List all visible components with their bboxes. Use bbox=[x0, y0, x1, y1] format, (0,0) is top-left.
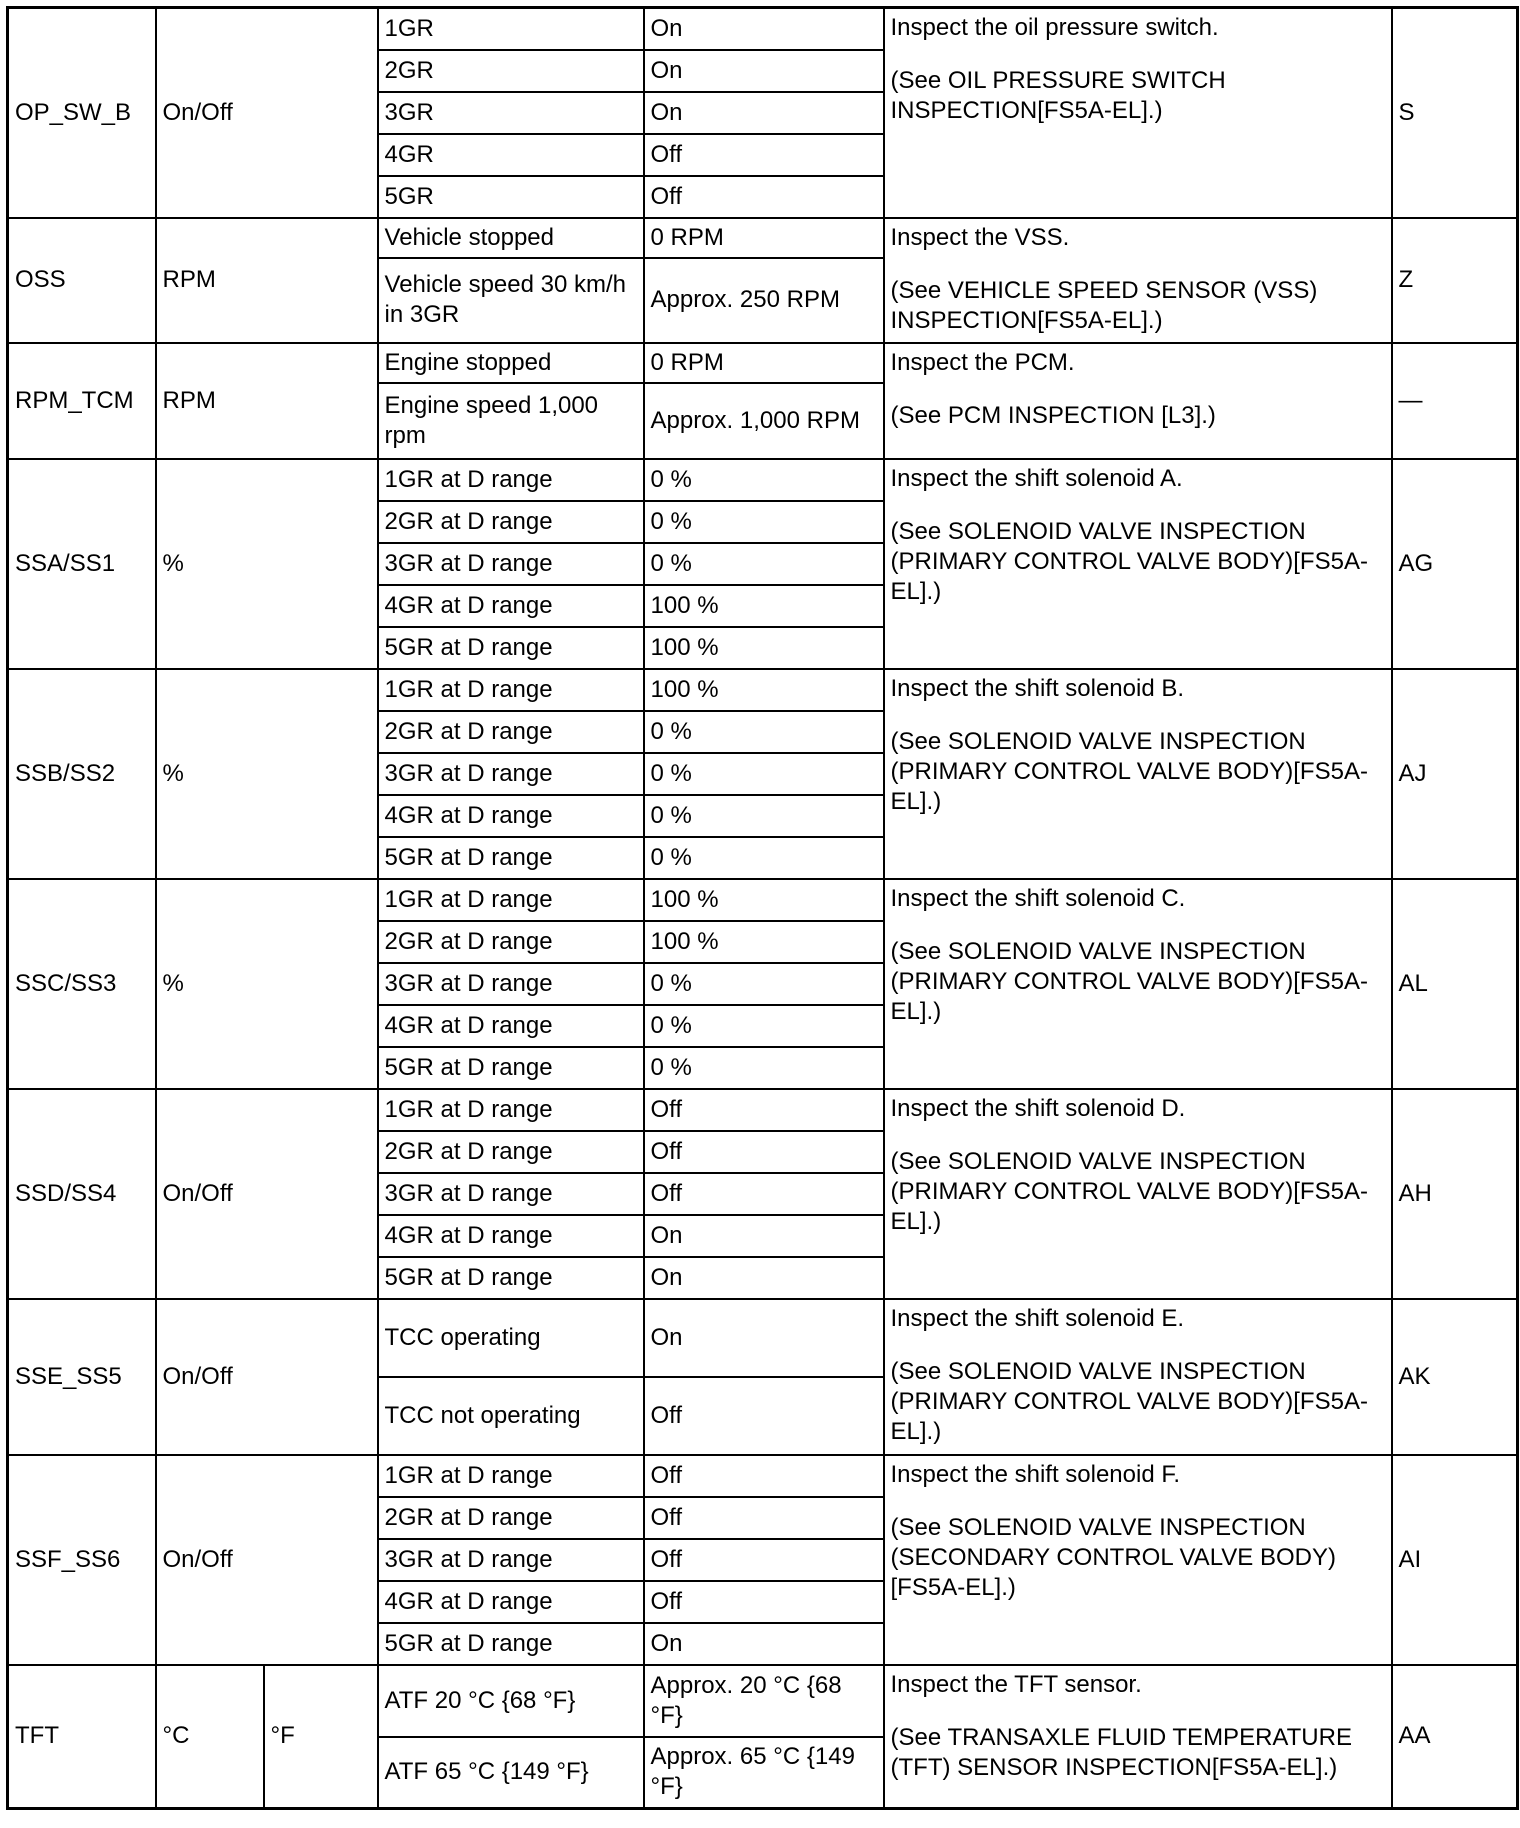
pcm-terminal-cell: AL bbox=[1392, 879, 1518, 1089]
monitor-item-name: TFT bbox=[8, 1665, 156, 1809]
value-cell: Off bbox=[644, 1089, 884, 1131]
value-cell: 0 % bbox=[644, 795, 884, 837]
value-cell: 100 % bbox=[644, 921, 884, 963]
inspection-reference-link[interactable]: (See SOLENOID VALVE INSPECTION (PRIMARY CONTROL VALVE BODY)[FS5A-EL].) bbox=[890, 727, 1368, 815]
unit-cell: % bbox=[156, 459, 378, 669]
value-cell: On bbox=[644, 1623, 884, 1665]
unit-cell: RPM bbox=[156, 343, 378, 459]
condition-cell: 2GR at D range bbox=[378, 501, 644, 543]
value-cell: 0 % bbox=[644, 459, 884, 501]
value-cell: Off bbox=[644, 1131, 884, 1173]
inspection-reference-link[interactable]: (See OIL PRESSURE SWITCH INSPECTION[FS5A-EL].) bbox=[890, 67, 1226, 124]
condition-cell: 2GR at D range bbox=[378, 1131, 644, 1173]
action-cell bbox=[884, 1089, 1392, 1299]
condition-cell: 5GR at D range bbox=[378, 627, 644, 669]
action-cell bbox=[884, 879, 1392, 1089]
condition-cell: Engine stopped bbox=[378, 343, 644, 383]
unit-cell: On/Off bbox=[156, 1089, 378, 1299]
action-text: Inspect the oil pressure switch. bbox=[890, 14, 1219, 41]
unit-cell: On/Off bbox=[156, 1299, 378, 1455]
inspection-reference-link[interactable]: (See SOLENOID VALVE INSPECTION (PRIMARY CONTROL VALVE BODY)[FS5A-EL].) bbox=[890, 517, 1368, 605]
unit-cell: RPM bbox=[156, 218, 378, 343]
table-row bbox=[8, 1089, 1518, 1131]
unit-cell: % bbox=[156, 669, 378, 879]
action-text: Inspect the PCM. bbox=[890, 348, 1075, 376]
pcm-terminal-cell: AG bbox=[1392, 459, 1518, 669]
value-cell: 100 % bbox=[644, 585, 884, 627]
pcm-terminal-cell: AJ bbox=[1392, 669, 1518, 879]
monitor-item-name: OSS bbox=[8, 218, 156, 343]
condition-cell: Engine speed 1,000 rpm bbox=[378, 383, 644, 459]
condition-cell: 4GR at D range bbox=[378, 795, 644, 837]
condition-cell: TCC operating bbox=[378, 1299, 644, 1377]
value-cell: On bbox=[644, 92, 884, 134]
condition-cell: 4GR at D range bbox=[378, 1215, 644, 1257]
value-cell: Approx. 65 °C {149 °F} bbox=[644, 1737, 884, 1809]
action-text: Inspect the shift solenoid B. bbox=[890, 674, 1185, 702]
condition-cell: 4GR at D range bbox=[378, 1581, 644, 1623]
value-cell: Off bbox=[644, 1497, 884, 1539]
value-cell: 0 % bbox=[644, 543, 884, 585]
inspection-reference-link[interactable]: (See SOLENOID VALVE INSPECTION (PRIMARY CONTROL VALVE BODY)[FS5A-EL].) bbox=[890, 937, 1368, 1025]
pcm-terminal-cell: — bbox=[1392, 343, 1518, 459]
value-cell: Off bbox=[644, 1455, 884, 1497]
value-cell: Off bbox=[644, 134, 884, 176]
value-cell: 100 % bbox=[644, 627, 884, 669]
condition-cell: 5GR bbox=[378, 176, 644, 218]
value-cell: 100 % bbox=[644, 669, 884, 711]
action-cell bbox=[884, 1455, 1392, 1665]
condition-cell: TCC not operating bbox=[378, 1377, 644, 1455]
condition-cell: 2GR at D range bbox=[378, 921, 644, 963]
pcm-terminal-cell: AK bbox=[1392, 1299, 1518, 1455]
value-cell: 0 % bbox=[644, 501, 884, 543]
condition-cell: ATF 65 °C {149 °F} bbox=[378, 1737, 644, 1809]
value-cell: Off bbox=[644, 1581, 884, 1623]
value-cell: 0 % bbox=[644, 753, 884, 795]
value-cell: On bbox=[644, 1215, 884, 1257]
inspection-reference-link[interactable]: (See SOLENOID VALVE INSPECTION (SECONDARY CONTROL VALVE BODY)[FS5A-EL].) bbox=[890, 1513, 1336, 1601]
pcm-terminal-cell: AA bbox=[1392, 1665, 1518, 1809]
value-cell: Approx. 20 °C {68 °F} bbox=[644, 1665, 884, 1737]
value-cell: On bbox=[644, 1257, 884, 1299]
value-cell: Approx. 1,000 RPM bbox=[644, 383, 884, 459]
value-cell: On bbox=[644, 50, 884, 92]
value-cell: On bbox=[644, 1299, 884, 1377]
value-cell: Off bbox=[644, 1173, 884, 1215]
inspection-reference-link[interactable]: (See VEHICLE SPEED SENSOR (VSS) INSPECTION[FS5A-EL].) bbox=[890, 276, 1318, 334]
pcm-terminal-cell: Z bbox=[1392, 218, 1518, 343]
value-cell: Approx. 250 RPM bbox=[644, 258, 884, 343]
table-row bbox=[8, 1665, 1518, 1737]
table-row bbox=[8, 669, 1518, 711]
monitor-item-name: RPM_TCM bbox=[8, 343, 156, 459]
pcm-terminal-cell: S bbox=[1392, 8, 1518, 218]
spec-document bbox=[6, 6, 1516, 1824]
value-cell: 0 % bbox=[644, 1005, 884, 1047]
value-cell: 0 % bbox=[644, 1047, 884, 1089]
action-text: Inspect the shift solenoid D. bbox=[890, 1094, 1186, 1122]
condition-cell: Vehicle stopped bbox=[378, 218, 644, 258]
value-cell: 0 % bbox=[644, 963, 884, 1005]
condition-cell: 2GR at D range bbox=[378, 711, 644, 753]
monitor-item-name: SSB/SS2 bbox=[8, 669, 156, 879]
action-cell bbox=[884, 459, 1392, 669]
unit-cell: On/Off bbox=[156, 8, 378, 218]
value-cell: 0 % bbox=[644, 837, 884, 879]
action-text: Inspect the shift solenoid C. bbox=[890, 884, 1186, 912]
monitor-item-name: SSE_SS5 bbox=[8, 1299, 156, 1455]
monitor-item-name: SSF_SS6 bbox=[8, 1455, 156, 1665]
condition-cell: Vehicle speed 30 km/h in 3GR bbox=[378, 258, 644, 343]
unit-cell: On/Off bbox=[156, 1455, 378, 1665]
action-text: Inspect the TFT sensor. bbox=[890, 1670, 1142, 1698]
condition-cell: 4GR bbox=[378, 134, 644, 176]
condition-cell: 3GR at D range bbox=[378, 753, 644, 795]
value-cell: Off bbox=[644, 1377, 884, 1455]
condition-cell: 5GR at D range bbox=[378, 1623, 644, 1665]
action-cell bbox=[884, 343, 1392, 459]
value-cell: Off bbox=[644, 1539, 884, 1581]
table-row bbox=[8, 218, 1518, 258]
table-row bbox=[8, 459, 1518, 501]
inspection-reference-link[interactable]: (See PCM INSPECTION [L3].) bbox=[890, 401, 1216, 429]
condition-cell: 1GR at D range bbox=[378, 459, 644, 501]
inspection-reference-link[interactable]: (See SOLENOID VALVE INSPECTION (PRIMARY CONTROL VALVE BODY)[FS5A-EL].) bbox=[890, 1357, 1368, 1445]
inspection-reference-link[interactable]: (See SOLENOID VALVE INSPECTION (PRIMARY CONTROL VALVE BODY)[FS5A-EL].) bbox=[890, 1147, 1368, 1235]
condition-cell: 3GR at D range bbox=[378, 543, 644, 585]
value-cell: Off bbox=[644, 176, 884, 218]
monitor-item-name: OP_SW_B bbox=[8, 8, 156, 218]
pcm-terminal-cell: AI bbox=[1392, 1455, 1518, 1665]
value-cell: 0 RPM bbox=[644, 343, 884, 383]
condition-cell: 1GR at D range bbox=[378, 1455, 644, 1497]
action-text: Inspect the VSS. bbox=[890, 223, 1070, 251]
monitor-item-name: SSC/SS3 bbox=[8, 879, 156, 1089]
table-row bbox=[8, 879, 1518, 921]
condition-cell: 3GR at D range bbox=[378, 963, 644, 1005]
condition-cell: 1GR at D range bbox=[378, 879, 644, 921]
pcm-terminal-cell: AH bbox=[1392, 1089, 1518, 1299]
action-cell bbox=[884, 8, 1392, 218]
condition-cell: 3GR bbox=[378, 92, 644, 134]
table-row bbox=[8, 1455, 1518, 1497]
condition-cell: 4GR at D range bbox=[378, 1005, 644, 1047]
value-cell: On bbox=[644, 8, 884, 50]
action-cell bbox=[884, 1299, 1392, 1455]
condition-cell: 3GR at D range bbox=[378, 1539, 644, 1581]
condition-cell: 4GR at D range bbox=[378, 585, 644, 627]
monitor-item-name: SSD/SS4 bbox=[8, 1089, 156, 1299]
unit-cell: % bbox=[156, 879, 378, 1089]
action-cell bbox=[884, 669, 1392, 879]
unit-alt-cell: °F bbox=[264, 1665, 378, 1809]
unit-cell: °C bbox=[156, 1665, 264, 1809]
table-row bbox=[8, 343, 1518, 383]
action-text: Inspect the shift solenoid A. bbox=[890, 464, 1183, 492]
condition-cell: 2GR at D range bbox=[378, 1497, 644, 1539]
condition-cell: ATF 20 °C {68 °F} bbox=[378, 1665, 644, 1737]
condition-cell: 5GR at D range bbox=[378, 1257, 644, 1299]
condition-cell: 2GR bbox=[378, 50, 644, 92]
action-text: Inspect the shift solenoid E. bbox=[890, 1304, 1185, 1332]
condition-cell: 5GR at D range bbox=[378, 837, 644, 879]
value-cell: 0 RPM bbox=[644, 218, 884, 258]
condition-cell: 1GR at D range bbox=[378, 669, 644, 711]
table-row bbox=[8, 8, 1518, 50]
table-row bbox=[8, 1299, 1518, 1377]
action-cell bbox=[884, 1665, 1392, 1809]
inspection-reference-link[interactable]: (See TRANSAXLE FLUID TEMPERATURE (TFT) SENSOR INSPECTION[FS5A-EL].) bbox=[890, 1723, 1352, 1781]
monitor-item-table bbox=[6, 6, 1519, 1810]
action-cell bbox=[884, 218, 1392, 343]
condition-cell: 3GR at D range bbox=[378, 1173, 644, 1215]
condition-cell: 5GR at D range bbox=[378, 1047, 644, 1089]
monitor-item-name: SSA/SS1 bbox=[8, 459, 156, 669]
value-cell: 0 % bbox=[644, 711, 884, 753]
action-text: Inspect the shift solenoid F. bbox=[890, 1460, 1181, 1488]
condition-cell: 1GR at D range bbox=[378, 1089, 644, 1131]
value-cell: 100 % bbox=[644, 879, 884, 921]
condition-cell: 1GR bbox=[378, 8, 644, 50]
